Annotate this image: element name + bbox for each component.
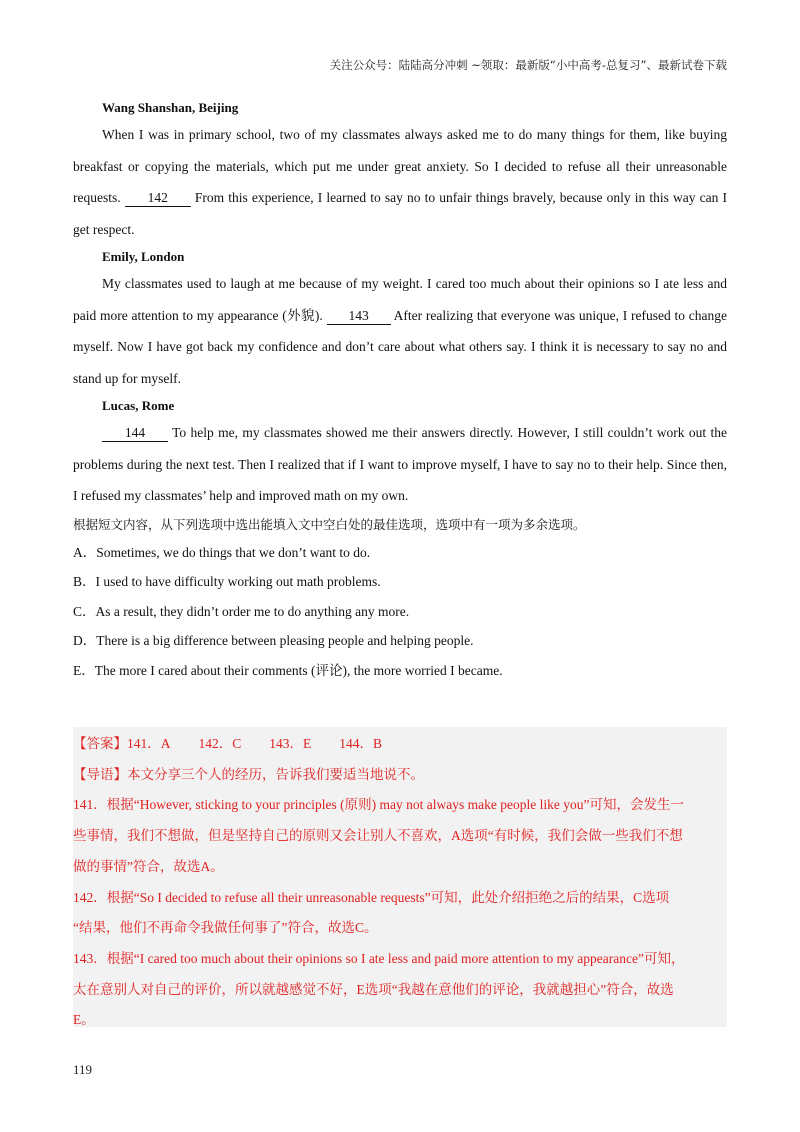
answer-label: 【答案】 (73, 736, 127, 751)
explanation-line: 141．根据“However, sticking to your principles (原则) may not always make people like you”可知，会发生一 (73, 797, 684, 813)
story-paragraph-2 (73, 268, 727, 394)
blank-143: 143 (327, 308, 391, 325)
story-name-3: Lucas, Rome (102, 398, 175, 413)
answer-item: 141．A (127, 736, 171, 751)
story-paragraph-3 (73, 417, 727, 512)
explanation-line: 143．根据“I cared too much about their opinions so I ate less and paid more attention to my appearance”可知， (73, 950, 685, 966)
blank-144: 144 (102, 425, 168, 442)
story-text: When I was in primary school, two of my classmates always asked me to do many things for them, like buying breakfast or copying the materials, which put me under great anxiety. So I decided to refuse all their unreasonable requests. (73, 127, 727, 205)
option-b: B．I used to have difficulty working out math problems. (73, 574, 381, 590)
story-text: After realizing that everyone was unique, I refused to change myself. Now I have got back my confidence and don’t care about what others say. I think it is necessary to say no and stand up for myself. (73, 307, 727, 386)
page-number: 119 (73, 1062, 93, 1077)
story-name-1: Wang Shanshan, Beijing (102, 100, 239, 115)
story-text: From this experience, I learned to say no to unfair things bravely, because only in this way can I get respect. (73, 190, 727, 237)
passage (73, 96, 727, 685)
page-header: 关注公众号：陆陆高分冲刺 ~领取：最新版“小中高考-总复习”、最新试卷下载 (329, 58, 727, 72)
answer-line (73, 729, 727, 760)
explanation-line: E。 (73, 1012, 95, 1028)
option-e: E．The more I cared about their comments (评论), the more worried I became. (73, 662, 503, 678)
option-a: A．Sometimes, we do things that we don’t want to do. (73, 544, 371, 560)
story-text: My classmates used to laugh at me because of my weight. I cared too much about their opinions so I ate less and paid more attention to my appearance (外貌). (73, 276, 727, 323)
explanation-line: 142．根据“So I decided to refuse all their unreasonable requests”可知，此处介绍拒绝之后的结果，C选项 (73, 889, 670, 905)
story-text: To help me, my classmates showed me their answers directly. However, I still couldn’t work out the problems during the next test. Then I realized that if I want to improve myself, I have to say no to their help. Since then, I refused my classmates’ help and improved math on my own. (73, 425, 727, 503)
explanation-line: 做的事情”符合，故选A。 (73, 858, 224, 874)
guide-line: 【导语】本文分享三个人的经历，告诉我们要适当地说不。 (73, 766, 424, 782)
answer-item: 142．C (198, 736, 242, 751)
explanation-line: 太在意别人对自己的评价，所以就越感觉不好，E选项“我越在意他们的评论，我就越担心”符合，故选 (73, 981, 674, 997)
story-name-2: Emily, London (102, 249, 185, 264)
instruction: 根据短文内容，从下列选项中选出能填入文中空白处的最佳选项，选项中有一项为多余选项。 (73, 516, 586, 532)
answer-section (73, 729, 727, 1036)
answer-item: 144．B (339, 736, 383, 751)
explanation-line: “结果，他们不再命令我做任何事了”符合，故选C。 (73, 920, 378, 936)
story-paragraph-1 (73, 119, 727, 245)
answer-item: 143．E (269, 736, 312, 751)
option-c: C．As a result, they didn’t order me to do anything any more. (73, 603, 410, 619)
explanation-line: 些事情，我们不想做，但是坚持自己的原则又会让别人不喜欢，A选项“有时候，我们会做一些我们不想 (73, 828, 683, 844)
blank-142: 142 (125, 190, 191, 207)
option-d: D．There is a big difference between pleasing people and helping people. (73, 633, 474, 649)
